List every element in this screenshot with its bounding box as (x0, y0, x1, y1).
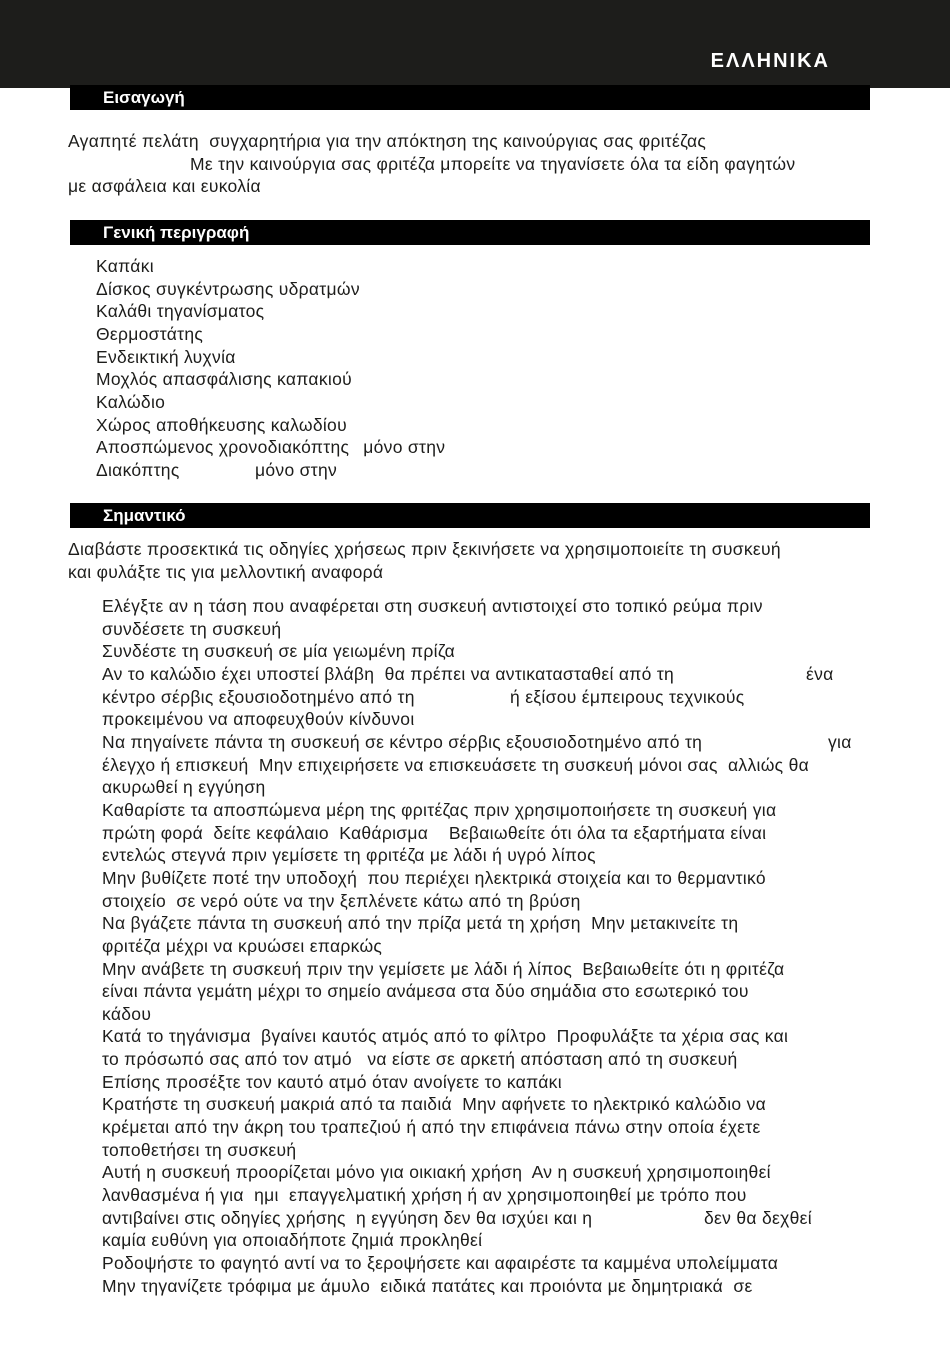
list-line (102, 1207, 812, 1230)
list-line: εντελώς στεγνά πριν γεμίσετε τη φριτέζα με λάδι ή υγρό λίπος (102, 845, 596, 866)
safety-list-item (102, 731, 852, 799)
safety-list-item (102, 595, 809, 640)
list-line: φριτέζα μέχρι να κρυώσει επαρκώς (102, 935, 383, 956)
list-line: Μην βυθίζετε ποτέ την υποδοχή που περιέχει ηλεκτρικά στοιχεία και το θερμαντικό (102, 867, 766, 888)
parts-list-item (96, 391, 445, 414)
part-label: Ενδεικτική λυχνία (96, 346, 236, 367)
parts-list-item (96, 459, 445, 482)
section-heading-general-description (70, 220, 870, 245)
language-label: ΕΛΛΗΝΙΚΑ (710, 50, 830, 72)
part-label: Χώρος αποθήκευσης καλωδίου (96, 414, 347, 435)
list-line: ακυρωθεί η εγγύηση (102, 777, 266, 798)
parts-list-item (96, 368, 445, 391)
parts-list-item (96, 255, 445, 278)
parts-list-item (96, 346, 445, 369)
list-line: Μην ανάβετε τη συσκευή πριν την γεμίσετε με λάδι ή λίπος Βεβαιωθείτε ότι η φριτέζα (102, 958, 785, 979)
list-line: Ελέγξτε αν η τάση που αναφέρεται στη συσκευή αντιστοιχεί στο τοπικό ρεύμα πριν (102, 596, 763, 616)
list-line-text: Να πηγαίνετε πάντα τη συσκευή σε κέντρο σέρβις εξουσιοδοτημένο από τη (102, 731, 703, 752)
part-label: Καλώδιο (96, 391, 166, 412)
safety-list-item (102, 1252, 809, 1275)
safety-list-item (102, 1275, 809, 1298)
section-title: Εισαγωγή (103, 88, 185, 107)
list-line-continuation: για (828, 731, 852, 752)
list-line: Αυτή η συσκευή προορίζεται μόνο για οικιακή χρήση Αν η συσκευή χρησιμοποιηθεί (102, 1162, 771, 1183)
part-note: μόνο στην (363, 437, 446, 458)
list-line: Επίσης προσέξτε τον καυτό ατμό όταν ανοίγετε το καπάκι (102, 1071, 562, 1092)
list-line: Κρατήστε τη συσκευή μακριά από τα παιδιά Μην αφήνετε το ηλεκτρικό καλώδιο να (102, 1094, 767, 1115)
section-title: Σημαντικό (103, 506, 186, 525)
safety-list-item (102, 640, 809, 663)
list-line-continuation: ένα (806, 663, 834, 684)
list-line: το πρόσωπό σας από τον ατμό να είστε σε αρκετή απόσταση από τη συσκευή (102, 1049, 738, 1070)
list-line: τοποθετήσει τη συσκευή (102, 1139, 297, 1160)
safety-instructions-list (102, 595, 852, 1297)
part-label: Δίσκος συγκέντρωσης υδρατμών (96, 278, 360, 299)
safety-list-item (102, 912, 809, 957)
list-line: έλεγχο ή επισκευή Μην επιχειρήσετε να επισκευάσετε τη συσκευή μόνοι σας αλλιώς θα (102, 754, 810, 775)
paragraph-line: και φυλάξτε τις για μελλοντική αναφορά (68, 561, 384, 582)
list-line: συνδέσετε τη συσκευή (102, 618, 282, 639)
list-line: καμία ευθύνη για οποιαδήποτε ζημιά προκληθεί (102, 1230, 483, 1251)
important-intro-paragraph (68, 538, 781, 583)
part-label: Καπάκι (96, 256, 154, 276)
list-line: Κατά το τηγάνισμα βγαίνει καυτός ατμός από το φίλτρο Προφυλάξτε τα χέρια σας και (102, 1026, 789, 1047)
list-line-text: κέντρο σέρβις εξουσιοδοτημένο από τη (102, 686, 415, 707)
part-label: Θερμοστάτης (96, 323, 204, 344)
section-title: Γενική περιγραφή (103, 223, 250, 242)
list-line-text: αντιβαίνει στις οδηγίες χρήσης η εγγύηση δεν θα ισχύει και η (102, 1207, 593, 1228)
parts-list-item (96, 323, 445, 346)
list-line: Καθαρίστε τα αποσπώμενα μέρη της φριτέζας πριν χρησιμοποιήσετε τη συσκευή για (102, 799, 777, 820)
paragraph-line: Με την καινούργια σας φριτέζα μπορείτε να τηγανίσετε όλα τα είδη φαγητών (190, 153, 796, 174)
list-line (102, 731, 852, 754)
part-label: Καλάθι τηγανίσματος (96, 301, 265, 322)
parts-list (96, 255, 445, 482)
top-banner (0, 0, 950, 88)
list-line (102, 663, 834, 686)
parts-list-item (96, 300, 445, 323)
list-line: Συνδέστε τη συσκευή σε μία γειωμένη πρίζα (102, 641, 456, 662)
part-note: μόνο στην (255, 459, 338, 480)
paragraph-line: Αγαπητέ πελάτη συγχαρητήρια για την απόκτηση της καινούργιας σας φριτέζας (68, 131, 707, 151)
part-label: Μοχλός απασφάλισης καπακιού (96, 369, 352, 390)
list-line-continuation: δεν θα δεχθεί (704, 1207, 812, 1228)
list-line: Μην τηγανίζετε τρόφιμα με άμυλο ειδικά πατάτες και προιόντα με δημητριακά σε (102, 1275, 753, 1296)
safety-list-item (102, 867, 809, 912)
list-line: λανθασμένα ή για ημι επαγγελματική χρήση ή αν χρησιμοποιηθεί με τρόπο που (102, 1185, 747, 1206)
part-label: Διακόπτης (96, 459, 180, 480)
section-heading-introduction (70, 85, 870, 110)
safety-list-item (102, 799, 809, 867)
intro-paragraph (68, 130, 795, 198)
safety-list-item (102, 663, 834, 731)
safety-list-item (102, 1025, 809, 1093)
section-heading-important (70, 503, 870, 528)
part-label: Αποσπώμενος χρονοδιακόπτης (96, 437, 350, 458)
safety-list-item (102, 958, 809, 1026)
parts-list-item (96, 436, 445, 459)
list-line: στοιχείο σε νερό ούτε να την ξεπλένετε κάτω από τη βρύση (102, 890, 581, 911)
list-line: κρέμεται από την άκρη του τραπεζιού ή από την επιφάνεια πάνω στην οποία έχετε (102, 1117, 761, 1138)
list-line: είναι πάντα γεμάτη μέχρι το σημείο ανάμεσα στα δύο σημάδια στο εσωτερικό του (102, 981, 749, 1002)
parts-list-item (96, 414, 445, 437)
paragraph-line: με ασφάλεια και ευκολία (68, 176, 261, 197)
list-line: πρώτη φορά δείτε κεφάλαιο Καθάρισμα Βεβαιωθείτε ότι όλα τα εξαρτήματα είναι (102, 822, 767, 843)
list-line-continuation: ή εξίσου έμπειρους τεχνικούς (510, 686, 745, 707)
list-line (102, 686, 809, 709)
list-line-text: Αν το καλώδιο έχει υποστεί βλάβη θα πρέπει να αντικατασταθεί από τη (102, 663, 675, 684)
list-line: Να βγάζετε πάντα τη συσκευή από την πρίζα μετά τη χρήση Μην μετακινείτε τη (102, 913, 739, 934)
list-line: Ροδοψήστε το φαγητό αντί να το ξεροψήσετε και αφαιρέστε τα καμμένα υπολείμματα (102, 1253, 779, 1274)
parts-list-item (96, 278, 445, 301)
safety-list-item (102, 1093, 809, 1161)
list-line: κάδου (102, 1003, 152, 1024)
safety-list-item (102, 1161, 812, 1252)
paragraph-line: Διαβάστε προσεκτικά τις οδηγίες χρήσεως πριν ξεκινήσετε να χρησιμοποιείτε τη συσκευή (68, 539, 781, 559)
list-line: προκειμένου να αποφευχθούν κίνδυνοι (102, 709, 415, 730)
